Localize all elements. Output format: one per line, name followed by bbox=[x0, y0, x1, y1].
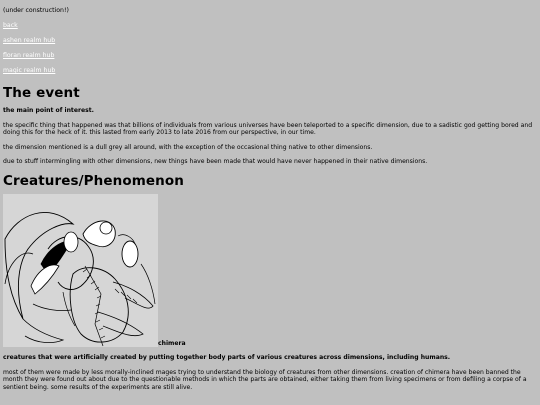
under-construction-notice: (under construction!) bbox=[3, 7, 69, 14]
creatures-heading: Creatures/Phenomenon bbox=[3, 172, 184, 189]
chimera-illustration bbox=[3, 194, 158, 347]
chimera-figure-row bbox=[3, 194, 537, 347]
magic-realm-hub-link[interactable]: magic realm hub bbox=[3, 67, 56, 74]
event-paragraph-2: the dimension mentioned is a dull grey all around, with the exception of the occasional thing native to other dimensions. bbox=[3, 143, 373, 151]
page-content bbox=[3, 0, 537, 391]
floran-realm-hub-link[interactable]: floran realm hub bbox=[3, 52, 55, 59]
back-link[interactable]: back bbox=[3, 22, 18, 29]
chimera-details: most of them were made by less morally-inclined mages trying to understand the biology of creatures from other dimensions. creation of chimera have been banned the month they were found out about due to the questionable methods in which the parts are obtained, either taking them from living specimens or from defiling a corpse of a sentient being. some results of the experiments are still alive. bbox=[3, 368, 527, 391]
chimera-summary: creatures that were artificially created by putting together body parts of various creatures across dimensions, including humans. bbox=[3, 353, 451, 361]
chimera-caption: chimera bbox=[158, 339, 186, 347]
event-paragraph-1: the specific thing that happened was that billions of individuals from various universes have been teleported to a specific dimension, due to a sadistic god getting bored and doing this for the heck of it. this lasted from early 2013 to late 2016 from our perspective, in our time. bbox=[3, 121, 533, 137]
ashen-realm-hub-link[interactable]: ashen realm hub bbox=[3, 37, 56, 44]
event-heading: The event bbox=[3, 85, 80, 101]
event-paragraph-3: due to stuff intermingling with other dimensions, new things have been made that would have never happened in their native dimensions. bbox=[3, 158, 428, 166]
main-point-label: the main point of interest. bbox=[3, 107, 94, 114]
